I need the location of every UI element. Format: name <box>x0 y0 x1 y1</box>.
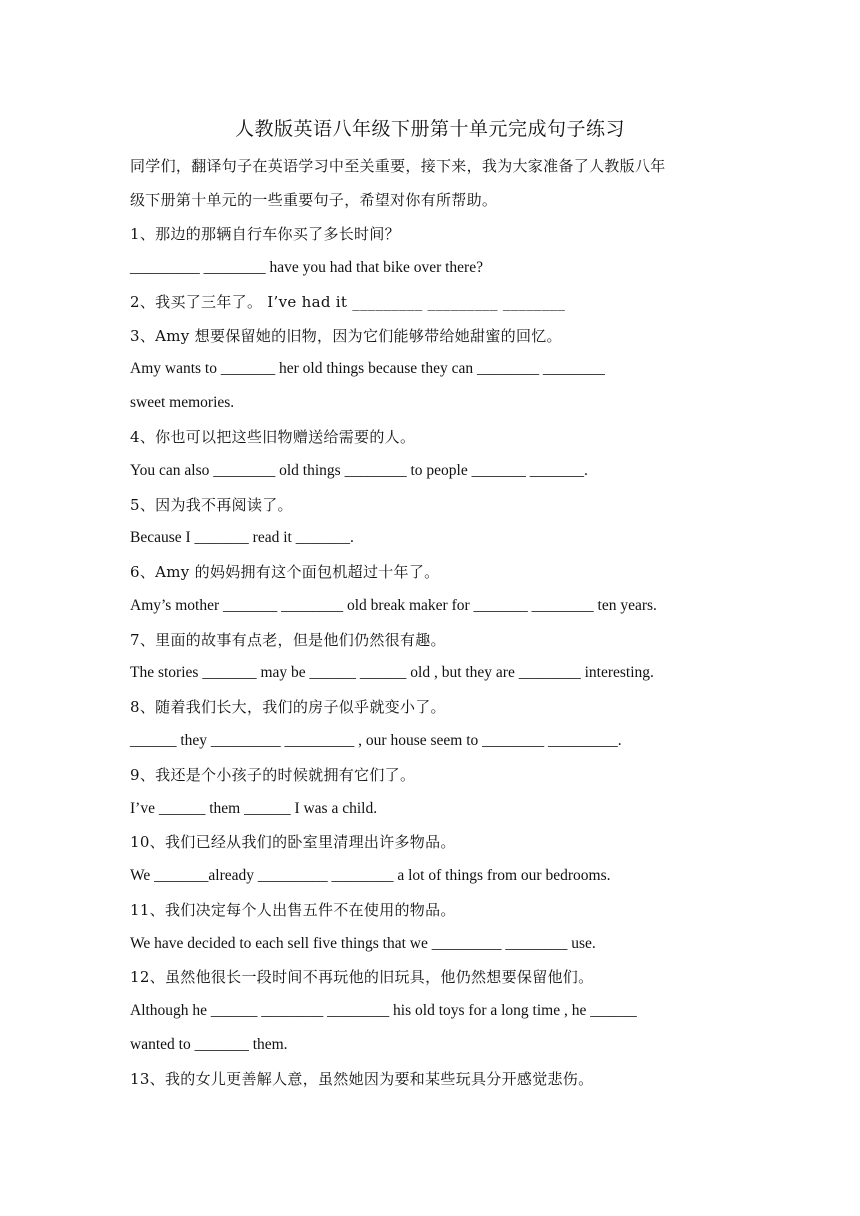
question-11-en: We have decided to each sell five things that we _________ ________ use. <box>130 935 596 952</box>
question-12-zh: 12、虽然他很长一段时间不再玩他的旧玩具，他仍然想要保留他们。 <box>130 968 594 986</box>
question-8-zh: 8、随着我们长大，我们的房子似乎就变小了。 <box>130 698 446 716</box>
question-10-zh: 10、我们已经从我们的卧室里清理出许多物品。 <box>130 833 456 851</box>
question-9-zh: 9、我还是个小孩子的时候就拥有它们了。 <box>130 766 416 784</box>
question-12-en: Although he ______ ________ ________ his old toys for a long time , he ______ <box>130 1002 637 1019</box>
question-6-en: Amy’s mother _______ ________ old break maker for _______ ________ ten years. <box>130 597 657 614</box>
question-3-en-cont: sweet memories. <box>130 394 235 411</box>
intro-line-1: 同学们，翻译句子在英语学习中至关重要，接下来，我为大家准备了人教版八年 <box>130 157 666 175</box>
question-5-zh: 5、因为我不再阅读了。 <box>130 496 293 514</box>
question-1-zh: 1、那边的那辆自行车你买了多长时间？ <box>130 225 400 243</box>
question-8-en: ______ they _________ _________ , our house seem to ________ _________. <box>130 732 622 749</box>
question-7-zh: 7、里面的故事有点老，但是他们仍然很有趣。 <box>130 631 446 649</box>
question-1-en: _________ ________ have you had that bike over there? <box>130 259 483 276</box>
question-6-zh: 6、Amy 的妈妈拥有这个面包机超过十年了。 <box>130 563 440 581</box>
question-9-en: I’ve ______ them ______ I was a child. <box>130 800 378 817</box>
question-2: 2、我买了三年了。 I’ve had it _________ _________ ________ <box>130 293 566 311</box>
question-3-zh: 3、Amy 想要保留她的旧物，因为它们能够带给她甜蜜的回忆。 <box>130 327 562 345</box>
page-title: 人教版英语八年级下册第十单元完成句子练习 <box>234 118 625 140</box>
question-11-zh: 11、我们决定每个人出售五件不在使用的物品。 <box>130 901 456 919</box>
question-5-en: Because I _______ read it _______. <box>130 529 354 546</box>
question-10-en: We _______already _________ ________ a lot of things from our bedrooms. <box>130 867 611 884</box>
intro-line-2: 级下册第十单元的一些重要句子，希望对你有所帮助。 <box>130 191 498 209</box>
question-13-zh: 13、我的女儿更善解人意，虽然她因为要和某些玩具分开感觉悲伤。 <box>130 1070 594 1088</box>
question-4-zh: 4、你也可以把这些旧物赠送给需要的人。 <box>130 428 416 446</box>
question-12-en-cont: wanted to _______ them. <box>130 1036 288 1053</box>
question-4-en: You can also ________ old things ________ to people _______ _______. <box>130 462 588 479</box>
question-7-en: The stories _______ may be ______ ______ old , but they are ________ interesting. <box>130 664 654 681</box>
question-3-en: Amy wants to _______ her old things because they can ________ ________ <box>130 360 605 377</box>
